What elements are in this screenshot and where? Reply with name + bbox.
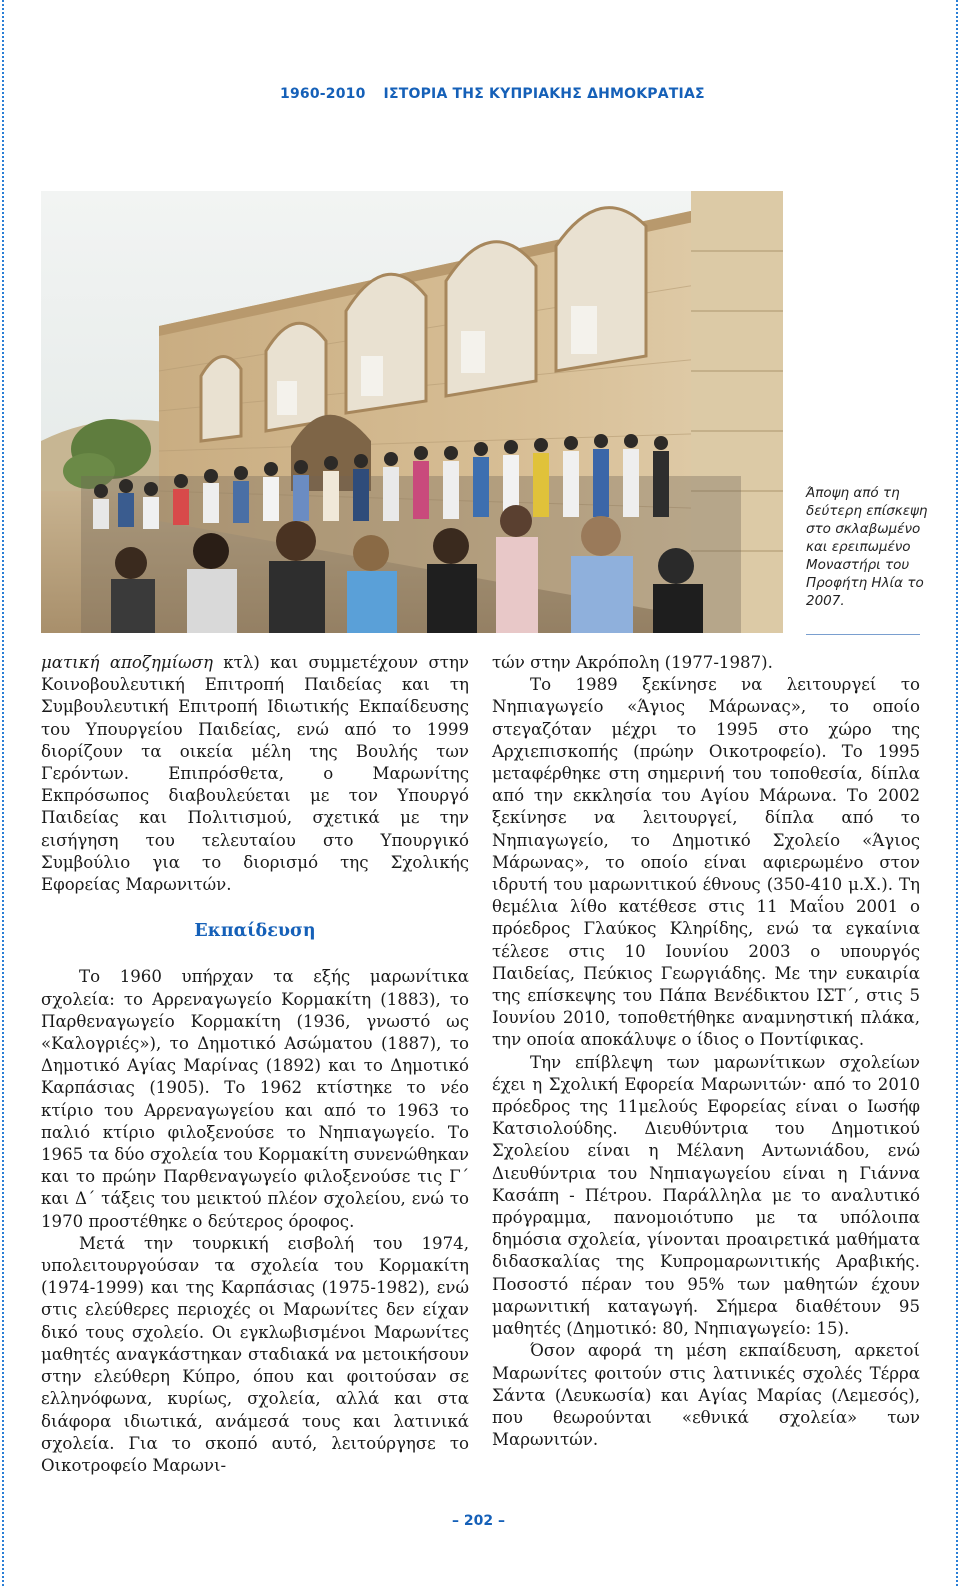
running-head bbox=[280, 86, 705, 102]
page-border-right bbox=[956, 0, 958, 1586]
paragraph bbox=[41, 652, 469, 896]
caption-rule bbox=[806, 634, 920, 635]
right-column bbox=[492, 652, 920, 1451]
paragraph: Όσον αφορά τη μέση εκπαίδευση, αρκετοί Μαρωνίτες φοιτούν στις λατινικές σχολές Τέρρα Σάντα (Λευκωσία) και Αγίας Μαρίας (Λεμεσός), που θεωρούνται «εθνικά σχολεία» των Μαρωνιτών. bbox=[492, 1341, 920, 1450]
paragraph: Το 1989 ξεκίνησε να λειτουργεί το Νηπιαγωγείο «Άγιος Μάρωνας», το οποίο στεγαζόταν μέχρι το 1995 στο χώρο της Αρχιεπισκοπής (πρώην Οικοτροφείο). Το 1995 μεταφέρθηκε στη σημερινή του τοποθεσία, δίπλα από την εκκλησία του Αγίου Μάρωνα. Το 2002 ξεκίνησε να λειτουργεί, δίπλα από το Νηπιαγωγείο, το Δημοτικό Σχολείο «Άγιος Μάρωνας», το οποίο είναι αφιερωμένο στον ιδρυτή του μαρωνιτικού έθνους (350-410 μ.Χ.). Τη θεμέλια λίθο κατέθεσε στις 11 Μαΐου 2001 ο πρόεδρος Γλαύκος Κληρίδης, ενώ τα εγκαίνια τέλεσε στις 10 Ιουνίου 2003 ο υπουργός Παιδείας, Πεύκιος Γεωργιάδης. Με την ευκαιρία της επίσκεψης του Πάπα Βενέδικτου ΙΣΤ΄, στις 5 Ιουνίου 2010, τοποθετήθηκε αναμνηστική πλάκα, την οποία αποκάλυψε ο ίδιος ο Ποντίφικας. bbox=[492, 675, 920, 1050]
paragraph: Το 1960 υπήρχαν τα εξής μαρωνίτικα σχολεία: το Αρρεναγωγείο Κορμακίτη (1883), το Παρθεναγωγείο Κορμακίτη (1936, γνωστό ως «Καλογριές»), το Δημοτικό Ασώματου (1887), το Δημοτικό Αγίας Μαρίνας (1892) και το Δημοτικό Καρπάσιας (1905). Το 1962 κτίστηκε το νέο κτίριο του Αρρεναγωγείου και από το 1963 το παλιό κτίριο φιλοξενούσε το Νηπιαγωγείο. Το 1965 τα δύο σχολεία του Κορμακίτη συνενώθηκαν και το πρώην Παρθεναγωγείο φιλοξενούσε τις Γ΄ και Δ΄ τάξεις του μεικτού πλέον σχολείου, ενώ το 1970 προστέθηκε ο δεύτερος όροφος. bbox=[41, 967, 469, 1231]
left-column bbox=[41, 652, 469, 1477]
photo-caption: Άποψη από τη δεύτερη επίσκεψη στο σκλαβωμένο και ερειπωμένο Μοναστήρι του Προφήτη Ηλία το 2007. bbox=[806, 485, 928, 609]
paragraph-text: κτλ) και συμμετέχουν στην Κοινοβουλευτική Επιτροπή Παιδείας και τη Συμβουλευτική Επιτροπή Ιδιωτικής Εκπαίδευσης του Υπουργείου Παιδείας, ενώ από το 1999 διορίζουν τα οικεία μέλη της Βουλής των Γερόντων. Επιπρόσθετα, ο Μαρωνίτης Εκπρόσωπος διαβουλεύεται με τον Υπουργό Παιδείας και Πολιτισμού, σχετικά με την εισήγηση του τελευταίου στο Υπουργικό Συμβούλιο για το διορισμό της Σχολικής Εφορείας Μαρωνιτών. bbox=[41, 653, 469, 895]
italic-term: ματική αποζημίωση bbox=[41, 653, 213, 672]
page-border-left bbox=[2, 0, 4, 1586]
monastery-photo bbox=[41, 191, 783, 633]
paragraph: Μετά την τουρκική εισβολή του 1974, υπολειτουργούσαν τα σχολεία του Κορμακίτη (1974-1999) και της Καρπάσιας (1975-1982), ενώ στις ελεύθερες περιοχές οι Μαρωνίτες δεν είχαν δικό τους σχολείο. Οι εγκλωβισμένοι Μαρωνίτες μαθητές αναγκάστηκαν σταδιακά να μετοικήσουν στην ελεύθερη Κύπρο, όπου και φοιτούσαν σε ελληνόφωνα, κυρίως, σχολεία, αλλά και στα διάφορα ιδιωτικά, ανάμεσά τους και λατινικά σχολεία. Για το σκοπό αυτό, λειτούργησε το Οικοτροφείο Μαρωνι- bbox=[41, 1233, 469, 1475]
running-head-title: ΙΣΤΟΡΙΑ ΤΗΣ ΚΥΠΡΙΑΚΗΣ ΔΗΜΟΚΡΑΤΙΑΣ bbox=[383, 86, 705, 102]
running-head-years: 1960-2010 bbox=[280, 86, 366, 102]
paragraph: τών στην Ακρόπολη (1977-1987). bbox=[492, 653, 773, 672]
section-heading: Εκπαίδευση bbox=[194, 921, 316, 942]
paragraph: Την επίβλεψη των μαρωνίτικων σχολείων έχει η Σχολική Εφορεία Μαρωνιτών· από το 2010 πρόεδρος της 11μελούς Εφορείας είναι ο Ιωσήφ Κατσιολούδης. Διευθύντρια του Δημοτικού Σχολείου είναι η Μέλανη Αντωνιάδου, ενώ Διευθύντρια του Νηπιαγωγείου είναι η Γιάννα Κασάπη - Πέτρου. Παράλληλα με το αναλυτικό πρόγραμμα, πανομοιότυπο με τα υπόλοιπα δημόσια σχολεία, γίνονται προαιρετικά μαθήματα διδασκαλίας της Κυπρομαρωνιτικής Αραβικής. Ποσοστό πέραν του 95% των μαθητών έχουν μαρωνιτική καταγωγή. Σήμερα διαθέτουν 95 μαθητές (Δημοτικό: 80, Νηπιαγωγείο: 15). bbox=[492, 1052, 920, 1339]
page-number: – 202 – bbox=[452, 1513, 505, 1529]
